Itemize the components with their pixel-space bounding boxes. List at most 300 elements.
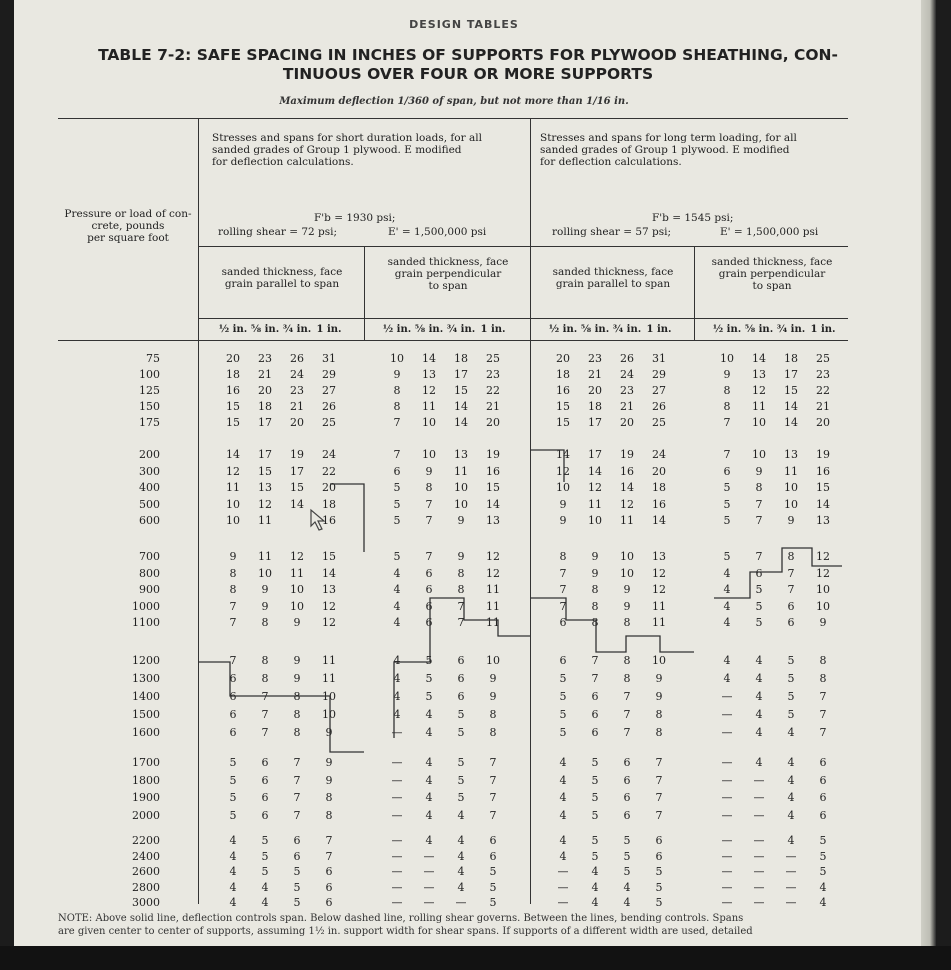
spacing-cell: 4 [755,690,763,703]
spacing-cell: — [785,896,797,909]
spacing-cell: 27 [322,384,336,397]
spacing-cell: — [753,865,765,878]
spacing-cell: — [721,708,733,721]
spacing-cell: 8 [755,481,763,494]
spacing-cell: 7 [655,756,663,769]
spacing-cell: 5 [655,865,663,878]
spacing-cell: 26 [652,400,666,413]
spacing-cell: 10 [620,566,634,580]
footnote: NOTE: Above solid line, deflection controls span. Below dashed line, rolling shear governs. Between the lines, bending controls. Spans are given center to center of supports, assuming 1½ in. support width for shear spans. If supports of a different width are used, detailed [58,913,753,937]
spacing-cell: 7 [819,690,827,703]
spacing-cell: 4 [559,849,567,863]
spacing-cell: 25 [486,352,500,365]
bending-boundary-group-1 [198,662,364,752]
spacing-cell: 5 [623,849,631,863]
thickness-label: ¾ in. [446,324,476,335]
spacing-cell: 31 [322,352,336,365]
spacing-cell: 14 [816,497,830,511]
spacing-cell: 5 [293,880,301,894]
spacing-cell: 18 [226,368,240,381]
spacing-cell: 4 [229,896,237,909]
spacing-cell: 8 [325,808,333,822]
thickness-label: 1 in. [480,324,506,335]
spacing-cell: 4 [559,756,567,769]
spacing-cell: — [753,834,765,847]
spacing-cell: 18 [784,352,798,365]
spacing-cell: 4 [457,808,465,822]
spacing-cell: 9 [787,514,795,527]
spacing-cell: 5 [591,834,599,847]
spacing-cell: 4 [755,708,763,721]
spacing-cell: 21 [588,368,602,381]
spacing-cell: 4 [425,773,433,787]
spacing-cell: 7 [489,756,497,769]
spacing-cell: 11 [752,400,766,413]
spacing-cell: 12 [226,464,240,478]
pressure-cell: 2200 [132,834,160,847]
spacing-cell: 24 [322,448,336,461]
spacing-cell: 6 [425,566,433,580]
spacing-cell: 16 [322,514,336,527]
group-2-parallel-header: sanded thickness, face grain parallel to span [552,266,674,290]
spacing-cell: 16 [226,384,240,397]
spacing-cell: 23 [588,352,602,365]
spacing-cell: 6 [229,672,237,685]
spacing-cell: 9 [325,756,333,769]
spacing-cell: 22 [816,384,830,397]
spacing-cell: 16 [652,497,666,511]
spacing-cell: 5 [591,756,599,769]
spacing-cell: 4 [755,756,763,769]
spacing-cell: 9 [819,616,827,629]
spacing-cell: 7 [655,791,663,804]
spacing-cell: 10 [454,481,468,494]
spacing-cell: 9 [229,550,237,563]
spacing-cell: 5 [393,550,401,563]
spacing-cell: 6 [559,616,567,629]
spacing-cell: 7 [425,514,433,527]
spacing-cell: 8 [293,708,301,721]
pressure-cell: 1700 [132,756,160,769]
spacing-cell: 16 [556,384,570,397]
spacing-cell: 5 [229,756,237,769]
spacing-cell: 4 [623,880,631,894]
title-line-1: TABLE 7-2: SAFE SPACING IN INCHES OF SUPPORTS FOR PLYWOOD SHEATHING, CON- [98,46,838,64]
spacing-cell: 9 [655,690,663,703]
spacing-cell: 26 [620,352,634,365]
spacing-cell: 18 [556,368,570,381]
spacing-cell: 8 [623,672,631,685]
spacing-cell: 7 [755,514,763,527]
spacing-cell: 9 [425,464,433,478]
spacing-cell: 14 [620,481,634,494]
spacing-cell: 4 [559,791,567,804]
pressure-cell: 800 [139,566,160,580]
spacing-cell: 20 [226,352,240,365]
spacing-cell: 6 [261,773,269,787]
spacing-cell: 22 [486,384,500,397]
spacing-cell: — [391,880,403,894]
spacing-cell: 11 [322,672,336,685]
spacing-cell: 7 [591,654,599,667]
control-zone-lines [14,0,936,946]
page-edge [921,0,936,946]
spacing-cell: 12 [322,599,336,613]
spacing-cell: 19 [290,448,304,461]
spacing-cell: 4 [787,756,795,769]
group-1-e: E' = 1,500,000 psi [388,226,487,238]
group-2-perp-header: sanded thickness, face grain perpendicular to span [711,256,833,292]
spacing-cell: 9 [559,514,567,527]
spacing-cell: 9 [623,599,631,613]
spacing-cell: 4 [787,791,795,804]
spacing-cell: 22 [322,464,336,478]
spacing-cell: 9 [325,773,333,787]
spacing-cell: 4 [393,672,401,685]
spacing-cell: — [391,773,403,787]
spacing-cell: 9 [723,368,731,381]
spacing-cell: 6 [787,616,795,629]
pressure-cell: 500 [139,497,160,511]
spacing-cell: 9 [261,583,269,596]
spacing-cell: 7 [591,672,599,685]
spacing-cell: 11 [652,616,666,629]
spacing-cell: 7 [755,550,763,563]
spacing-cell: 4 [723,566,731,580]
pressure-cell: 300 [139,464,160,478]
shear-boundary-group-1 [394,598,530,738]
spacing-cell: 7 [787,583,795,596]
spacing-cell: 13 [258,481,272,494]
spacing-cell: 7 [559,583,567,596]
spacing-cell: 10 [290,583,304,596]
spacing-cell: 17 [258,416,272,429]
spacing-cell: — [721,849,733,863]
spacing-cell: 5 [393,514,401,527]
spacing-cell: 9 [457,514,465,527]
spacing-cell: 4 [425,708,433,721]
spacing-cell: 14 [784,400,798,413]
spacing-cell: 7 [819,726,827,739]
pressure-cell: 600 [139,514,160,527]
shear-boundary-group-2 [714,548,842,598]
spacing-cell: 14 [486,497,500,511]
spacing-cell: 6 [325,896,333,909]
spacing-cell: 12 [486,550,500,563]
spacing-cell: 23 [620,384,634,397]
spacing-cell: 8 [261,616,269,629]
spacing-cell: 12 [816,550,830,563]
spacing-cell: — [721,756,733,769]
spacing-cell: 5 [819,865,827,878]
spacing-cell: 6 [457,690,465,703]
thickness-label: ¾ in. [282,324,312,335]
title-line-2: TINUOUS OVER FOUR OR MORE SUPPORTS [282,65,654,83]
spacing-cell: 16 [816,464,830,478]
spacing-cell: — [721,896,733,909]
spacing-cell: 18 [454,352,468,365]
spacing-cell: 6 [457,654,465,667]
spacing-cell: 16 [620,464,634,478]
pressure-cell: 100 [139,368,160,381]
spacing-cell: 24 [290,368,304,381]
spacing-cell: 14 [454,400,468,413]
spacing-cell: 6 [591,726,599,739]
spacing-cell: 15 [784,384,798,397]
spacing-cell: — [423,849,435,863]
spacing-cell: 10 [422,416,436,429]
spacing-cell: 7 [229,654,237,667]
spacing-cell: 14 [454,416,468,429]
spacing-cell: 9 [591,550,599,563]
spacing-cell: 4 [723,672,731,685]
thickness-label: ¾ in. [612,324,642,335]
spacing-cell: 13 [652,550,666,563]
spacing-cell: 17 [784,368,798,381]
mouse-cursor-icon [309,508,327,532]
spacing-cell: 21 [486,400,500,413]
spacing-cell: 6 [623,756,631,769]
pressure-cell: 1400 [132,690,160,703]
thickness-label: 1 in. [810,324,836,335]
spacing-cell: 5 [489,865,497,878]
spacing-cell: 9 [755,464,763,478]
spacing-cell: 4 [723,599,731,613]
spacing-cell: — [785,880,797,894]
spacing-cell: 5 [425,654,433,667]
spacing-cell: 7 [755,497,763,511]
spacing-cell: 13 [486,514,500,527]
spacing-cell: 6 [591,708,599,721]
spacing-cell: 10 [816,583,830,596]
spacing-cell: 10 [422,448,436,461]
spacing-cell: 7 [293,808,301,822]
spacing-cell: 26 [290,352,304,365]
spacing-cell: 5 [591,849,599,863]
spacing-cell: 20 [620,416,634,429]
spacing-cell: 12 [652,566,666,580]
spacing-cell: 10 [390,352,404,365]
spacing-cell: 4 [229,834,237,847]
spacing-cell: 20 [588,384,602,397]
spacing-cell: 4 [261,896,269,909]
spacing-cell: 29 [652,368,666,381]
spacing-cell: 15 [816,481,830,494]
spacing-cell: 4 [425,756,433,769]
spacing-cell: 4 [787,726,795,739]
spacing-cell: — [753,880,765,894]
pressure-cell: 1200 [132,654,160,667]
spacing-cell: — [557,865,569,878]
thickness-label: ⅝ in. [580,324,610,335]
spacing-cell: — [423,880,435,894]
spacing-cell: 8 [229,566,237,580]
spacing-cell: 6 [819,791,827,804]
spacing-cell: 6 [261,808,269,822]
spacing-cell: 10 [322,690,336,703]
spacing-cell: 5 [489,896,497,909]
spacing-cell: 14 [784,416,798,429]
spacing-cell: 11 [486,599,500,613]
spacing-cell: 5 [591,791,599,804]
spacing-cell: 15 [226,400,240,413]
spacing-cell: 7 [559,566,567,580]
spacing-cell: 5 [755,616,763,629]
spacing-cell: 4 [755,654,763,667]
spacing-cell: 12 [556,464,570,478]
spacing-cell: 15 [556,416,570,429]
spacing-cell: — [753,896,765,909]
spacing-cell: — [721,773,733,787]
spacing-cell: 11 [258,550,272,563]
spacing-cell: 12 [752,384,766,397]
spacing-cell: 4 [393,708,401,721]
spacing-cell: 8 [489,726,497,739]
spacing-cell: 15 [226,416,240,429]
spacing-cell: 4 [623,896,631,909]
spacing-cell: 6 [723,464,731,478]
spacing-cell: 4 [393,599,401,613]
spacing-cell: 10 [816,599,830,613]
spacing-cell: — [455,896,467,909]
row-header: Pressure or load of con- crete, pounds per square foot [64,208,192,244]
spacing-cell: — [391,896,403,909]
spacing-cell: 5 [819,834,827,847]
pressure-cell: 2400 [132,849,160,863]
spacing-cell: 8 [393,384,401,397]
spacing-cell: — [557,896,569,909]
spacing-cell: 4 [559,808,567,822]
spacing-cell: 25 [652,416,666,429]
spacing-cell: 6 [489,834,497,847]
spacing-cell: 10 [752,448,766,461]
spacing-cell: 7 [457,599,465,613]
spacing-cell: 5 [489,880,497,894]
spacing-cell: 10 [720,352,734,365]
pressure-cell: 400 [139,481,160,494]
spacing-cell: 12 [652,583,666,596]
spacing-cell: 6 [425,616,433,629]
spacing-cell: 4 [425,834,433,847]
spacing-cell: 6 [787,599,795,613]
spacing-cell: 17 [454,368,468,381]
spacing-cell: 5 [393,481,401,494]
spacing-cell: 5 [755,599,763,613]
spacing-cell: 6 [229,690,237,703]
thickness-label: ½ in. [548,324,578,335]
spacing-cell: 25 [816,352,830,365]
spacing-cell: 14 [752,352,766,365]
spacing-cell: 5 [591,808,599,822]
spacing-cell: 6 [591,690,599,703]
spacing-cell: 8 [393,400,401,413]
spacing-cell: 9 [325,726,333,739]
pressure-cell: 700 [139,550,160,563]
spacing-cell: 7 [325,834,333,847]
spacing-cell: 8 [489,708,497,721]
spacing-cell: 10 [784,497,798,511]
group-1-perp-header: sanded thickness, face grain perpendicular to span [387,256,509,292]
spacing-cell: 5 [457,726,465,739]
spacing-cell: — [391,791,403,804]
spacing-cell: 6 [261,791,269,804]
spacing-cell: 4 [591,880,599,894]
spacing-cell: 10 [258,566,272,580]
spacing-cell: 20 [816,416,830,429]
spacing-cell: 6 [425,599,433,613]
spacing-cell: 4 [393,566,401,580]
spacing-cell: 12 [322,616,336,629]
spacing-cell: 4 [723,583,731,596]
spacing-cell: 7 [261,690,269,703]
spacing-cell: 8 [819,672,827,685]
pressure-cell: 2000 [132,808,160,822]
spacing-cell: 20 [486,416,500,429]
spacing-cell: 7 [787,566,795,580]
spacing-cell: 10 [752,416,766,429]
spacing-cell: 8 [655,726,663,739]
spacing-cell: 7 [229,599,237,613]
spacing-cell: 8 [425,481,433,494]
spacing-cell: 9 [261,599,269,613]
spacing-cell: 5 [723,481,731,494]
spacing-cell: 17 [258,448,272,461]
spacing-cell: 5 [787,708,795,721]
spacing-cell: 20 [322,481,336,494]
spacing-cell: 21 [620,400,634,413]
spacing-cell: 7 [293,756,301,769]
spacing-cell: 9 [293,672,301,685]
group-1-fb: F'b = 1930 psi; [314,212,396,224]
spacing-cell: 10 [454,497,468,511]
spacing-cell: 7 [489,808,497,822]
spacing-cell: — [721,726,733,739]
spacing-cell: 8 [261,672,269,685]
spacing-cell: 5 [591,773,599,787]
spacing-cell: — [391,865,403,878]
running-head: DESIGN TABLES [409,18,519,31]
spacing-cell: 6 [819,808,827,822]
spacing-cell: 8 [591,616,599,629]
spacing-cell: 13 [816,514,830,527]
group-2-rolling-shear: rolling shear = 57 psi; [552,226,672,238]
spacing-cell: 7 [655,808,663,822]
spacing-cell: 26 [322,400,336,413]
spacing-cell: 8 [325,791,333,804]
spacing-cell: 5 [787,672,795,685]
spacing-cell: 11 [486,616,500,629]
spacing-cell: 9 [293,654,301,667]
spacing-cell: 18 [588,400,602,413]
deflection-boundary-group-1 [330,484,364,552]
spacing-cell: 5 [559,708,567,721]
spacing-cell: 4 [591,865,599,878]
spacing-cell: 4 [755,726,763,739]
spacing-cell: 8 [457,583,465,596]
pressure-cell: 1800 [132,773,160,787]
spacing-cell: 5 [393,497,401,511]
spacing-cell: 8 [623,654,631,667]
spacing-cell: 10 [226,514,240,527]
pressure-cell: 125 [139,384,160,397]
spacing-cell: 6 [325,865,333,878]
spacing-cell: 7 [261,708,269,721]
spacing-cell: — [391,726,403,739]
spacing-cell: 5 [457,791,465,804]
spacing-cell: 27 [652,384,666,397]
spacing-cell: 10 [784,481,798,494]
spacing-cell: 15 [290,481,304,494]
